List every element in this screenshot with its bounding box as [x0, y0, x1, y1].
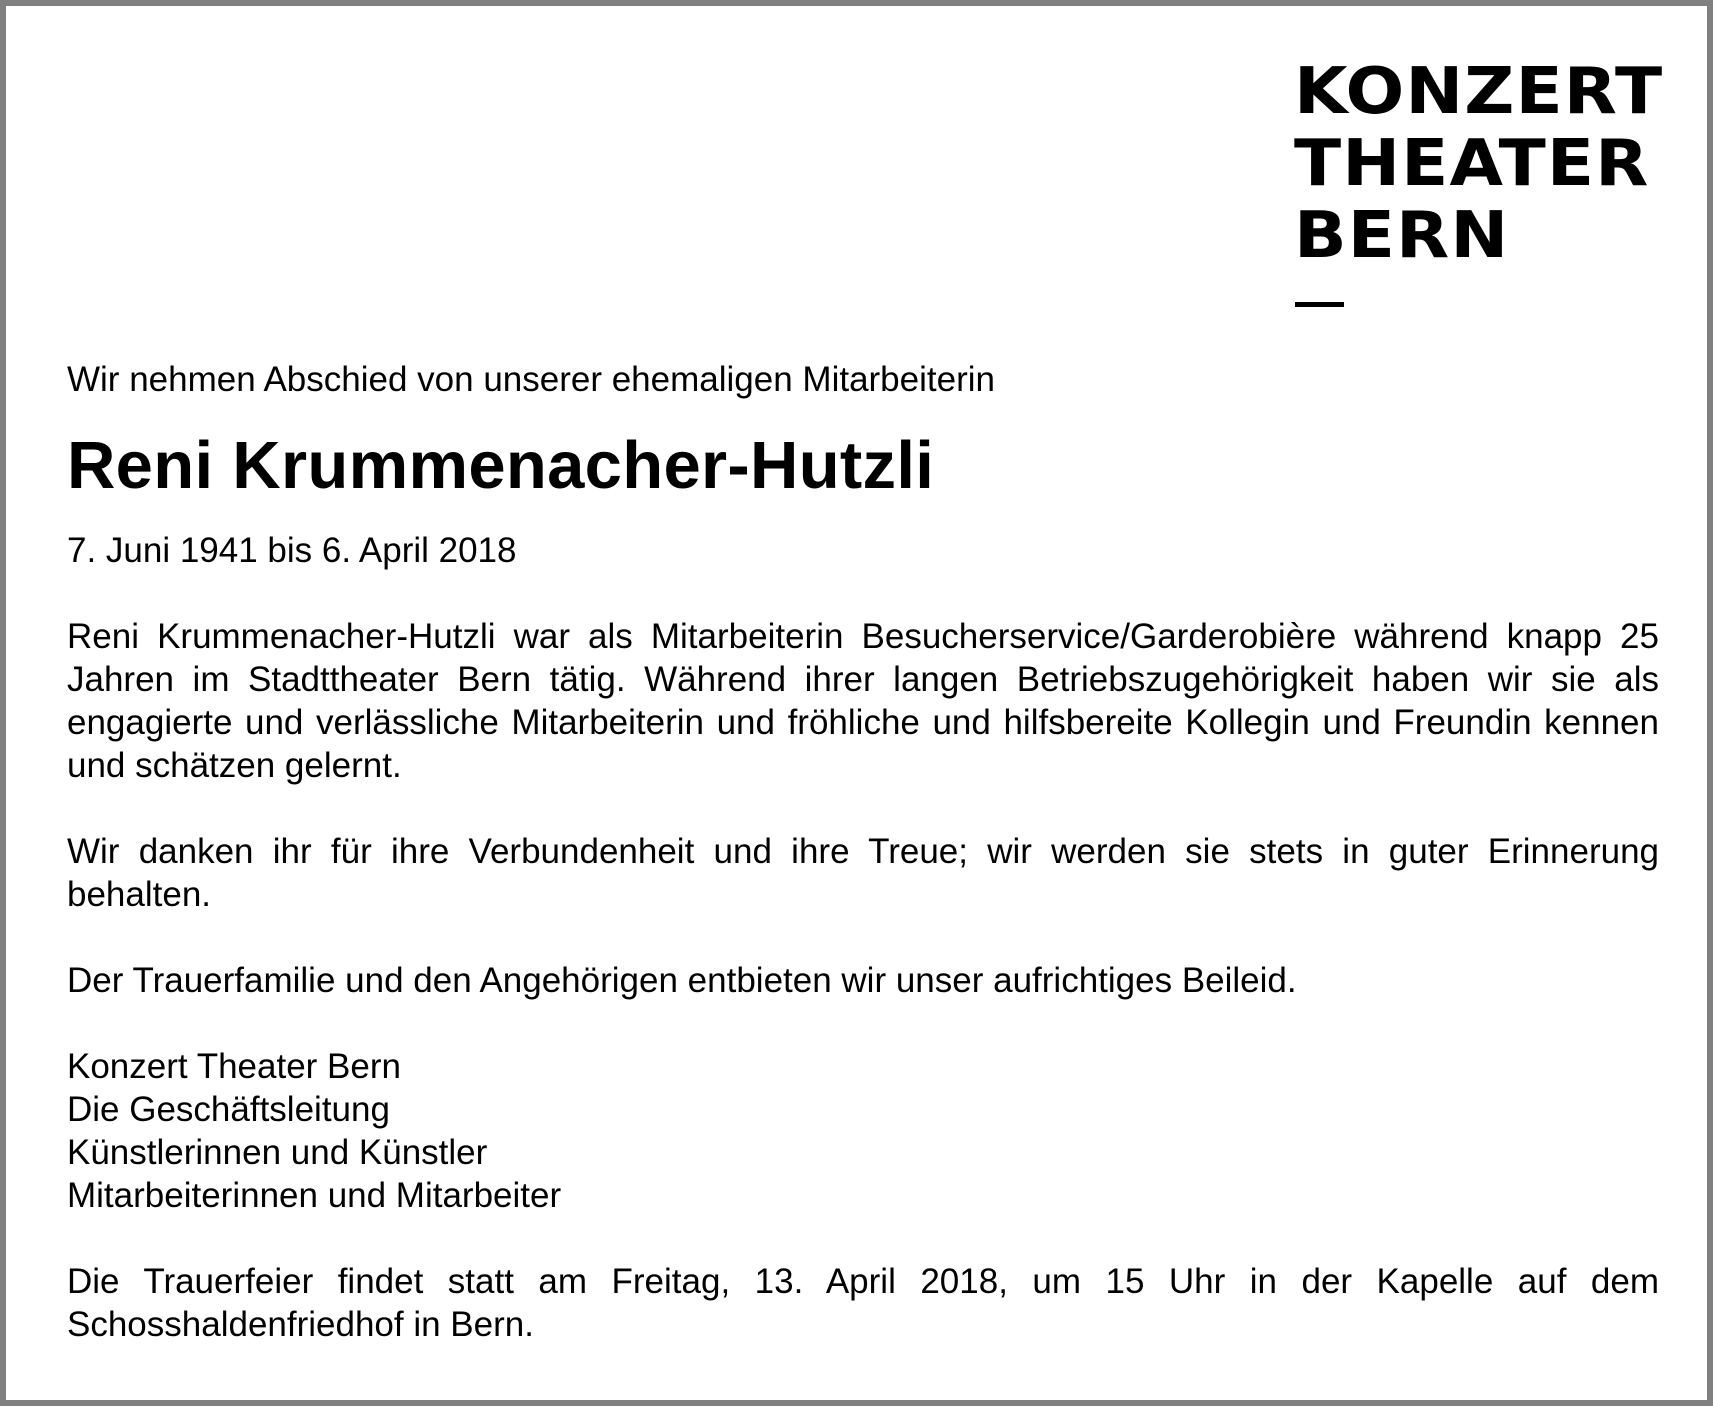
signature-line: Künstlerinnen und Künstler: [67, 1133, 488, 1172]
logo-line-theater: THEATER: [1294, 127, 1650, 201]
signature-block: [67, 1045, 1659, 1217]
logo-line-bern: BERN: [1294, 199, 1510, 273]
notice-content: [67, 358, 1659, 1346]
signature-line: Konzert Theater Bern: [67, 1047, 401, 1086]
signature-line: Mitarbeiterinnen und Mitarbeiter: [67, 1176, 562, 1215]
life-dates: 7. Juni 1941 bis 6. April 2018: [67, 531, 517, 570]
signature-line: Die Geschäftsleitung: [67, 1090, 390, 1129]
konzert-theater-bern-logo: [1294, 56, 1663, 272]
intro-text: Wir nehmen Abschied von unserer ehemaligen Mitarbeiterin: [67, 360, 995, 399]
paragraph-condolences: Der Trauerfamilie und den Angehörigen entbieten wir unser aufrichtiges Beileid.: [67, 961, 1297, 1000]
logo-line-konzert: KONZERT: [1294, 55, 1664, 129]
paragraph-tribute: Reni Krummenacher-Hutzli war als Mitarbeiterin Besucherservice/Garderobière während knapp 25 Jahren im Stadttheater Bern tätig. Während ihrer langen Betriebszugehörigkeit haben wir sie als engagierte und verlässliche Mitarbeiterin und fröhliche und hilfsbereite Kollegin und Freundin kennen und schätzen gelernt.: [67, 617, 1659, 785]
logo-dash: [1295, 302, 1344, 307]
paragraph-thanks: Wir danken ihr für ihre Verbundenheit und ihre Treue; wir werden sie stets in guter Erinnerung behalten.: [67, 832, 1659, 914]
ceremony-info: Die Trauerfeier findet statt am Freitag, 13. April 2018, um 15 Uhr in der Kapelle auf dem Schosshaldenfriedhof in Bern.: [67, 1262, 1659, 1344]
deceased-name: Reni Krummenacher-Hutzli: [67, 428, 935, 503]
